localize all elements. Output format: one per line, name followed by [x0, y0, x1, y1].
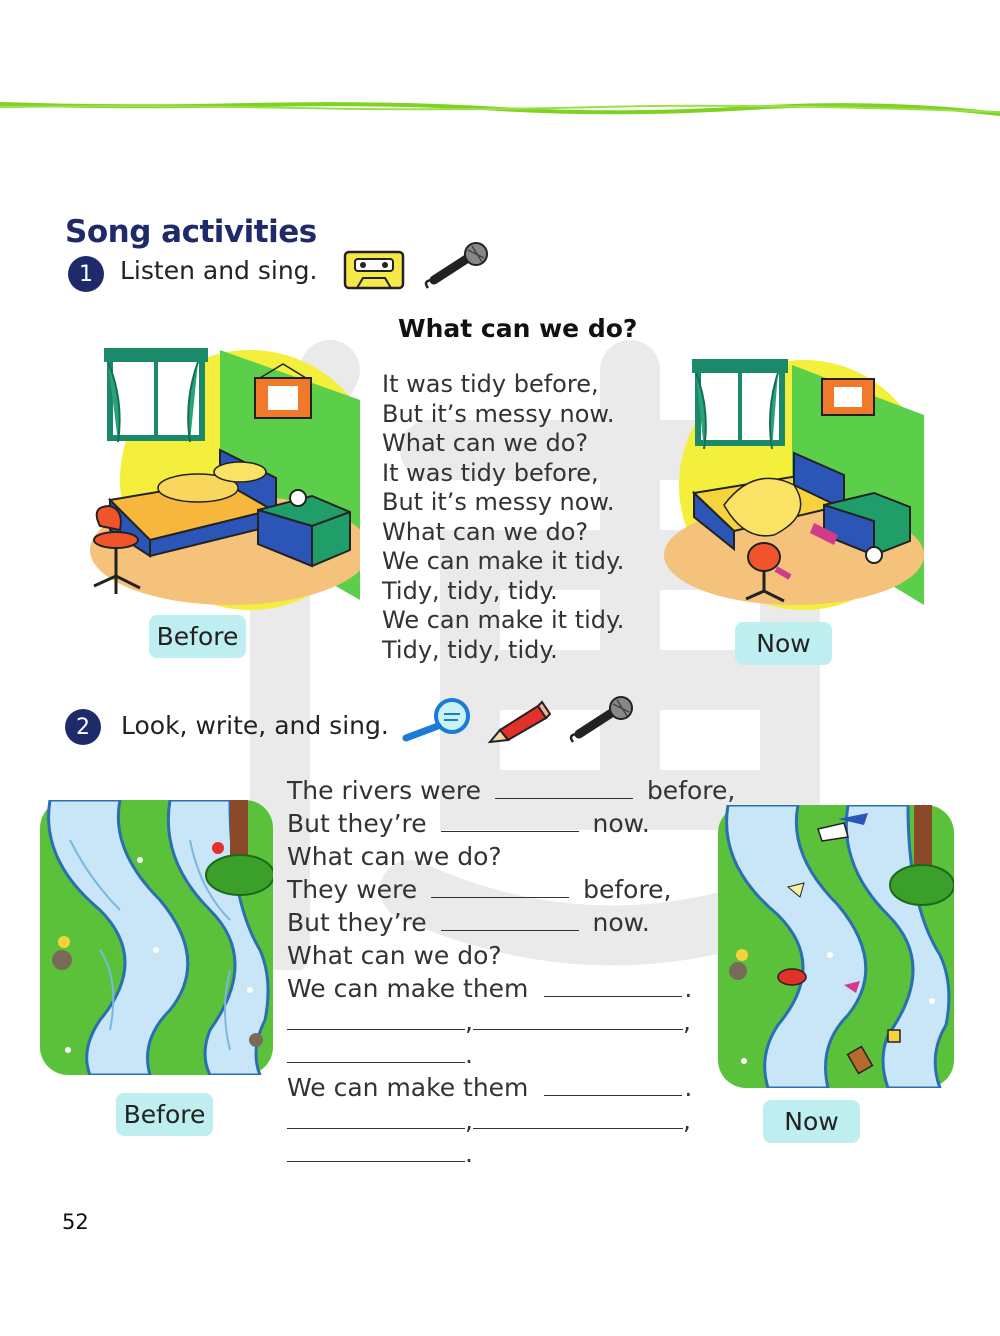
before-label-1: Before	[149, 615, 246, 658]
activity-1-number: 1	[68, 256, 104, 292]
messy-bedroom-illustration	[664, 345, 924, 610]
answer-blank[interactable]	[287, 1104, 465, 1129]
fill-line-2	[287, 807, 735, 840]
text-segment: We can make them	[287, 974, 529, 1003]
fill-line-1	[287, 774, 735, 807]
answer-blank[interactable]	[287, 1038, 465, 1063]
now-label-2: Now	[763, 1100, 860, 1143]
answer-blank[interactable]	[495, 774, 633, 799]
lyric-line: We can make it tidy.	[382, 606, 625, 634]
lyric-line: What can we do?	[382, 429, 589, 457]
fill-line-5	[287, 906, 735, 939]
lyric-line: It was tidy before,	[382, 458, 599, 487]
fill-line-6: What can we do?	[287, 941, 502, 970]
microphone-icon	[420, 240, 492, 292]
answer-blank[interactable]	[431, 873, 569, 898]
text-segment: now.	[592, 809, 650, 838]
song-lyrics	[382, 370, 624, 665]
clean-river-illustration	[40, 800, 273, 1075]
lyric-line: It was tidy before,	[382, 370, 599, 398]
text-segment: But they’re	[287, 809, 427, 838]
lyric-line: But it’s messy now.	[382, 399, 615, 428]
answer-blank[interactable]	[287, 1137, 465, 1162]
text-segment: ,	[465, 1106, 473, 1135]
lyric-line: Tidy, tidy, tidy.	[382, 576, 558, 605]
fill-line-10	[287, 1071, 735, 1104]
text-segment: ,	[682, 1007, 691, 1036]
text-segment: ,	[682, 1106, 691, 1135]
polluted-river-illustration	[718, 805, 954, 1088]
text-segment: The rivers were	[287, 776, 482, 805]
pencil-icon	[486, 700, 552, 744]
fill-line-7	[287, 972, 735, 1005]
now-label-1: Now	[735, 622, 832, 665]
lyric-line: What can we do?	[382, 517, 589, 546]
fill-line-8	[287, 1005, 735, 1038]
fill-line-4	[287, 873, 735, 906]
text-segment: before,	[646, 776, 736, 805]
text-segment: .	[684, 1073, 693, 1102]
lyric-line: We can make it tidy.	[382, 547, 625, 575]
fill-line-9	[287, 1038, 735, 1071]
text-segment: We can make them	[287, 1073, 529, 1102]
answer-blank[interactable]	[544, 1071, 682, 1096]
activity-2-instruction: Look, write, and sing.	[121, 711, 389, 740]
answer-blank[interactable]	[544, 972, 682, 997]
page-number: 52	[62, 1210, 89, 1234]
before-label-2: Before	[116, 1093, 213, 1136]
text-segment: now.	[592, 908, 650, 937]
lyric-line: Tidy, tidy, tidy.	[382, 635, 558, 664]
top-divider-line	[0, 96, 1000, 120]
activity-2-number: 2	[65, 709, 101, 745]
microphone-icon	[565, 694, 637, 746]
text-segment: ,	[465, 1007, 473, 1036]
activity-1-instruction: Listen and sing.	[120, 256, 318, 285]
answer-blank[interactable]	[287, 1005, 465, 1030]
answer-blank[interactable]	[441, 906, 579, 931]
fill-in-song	[287, 774, 735, 1170]
text-segment: .	[465, 1040, 473, 1069]
fill-line-11	[287, 1104, 735, 1137]
answer-blank[interactable]	[473, 1104, 683, 1129]
answer-blank[interactable]	[441, 807, 579, 832]
fill-line-3: What can we do?	[287, 842, 502, 871]
text-segment: But they’re	[287, 908, 427, 937]
text-segment: They were	[287, 875, 418, 904]
fill-line-12	[287, 1137, 735, 1170]
text-segment: before,	[583, 875, 672, 904]
cassette-icon	[343, 250, 405, 290]
text-segment: .	[465, 1139, 473, 1168]
tidy-bedroom-illustration	[80, 330, 360, 610]
magnifier-icon	[400, 696, 476, 744]
lyric-line: But it’s messy now.	[382, 488, 615, 516]
text-segment: .	[684, 974, 693, 1003]
section-title: Song activities	[65, 214, 317, 250]
answer-blank[interactable]	[473, 1005, 683, 1030]
song-title: What can we do?	[398, 314, 638, 343]
